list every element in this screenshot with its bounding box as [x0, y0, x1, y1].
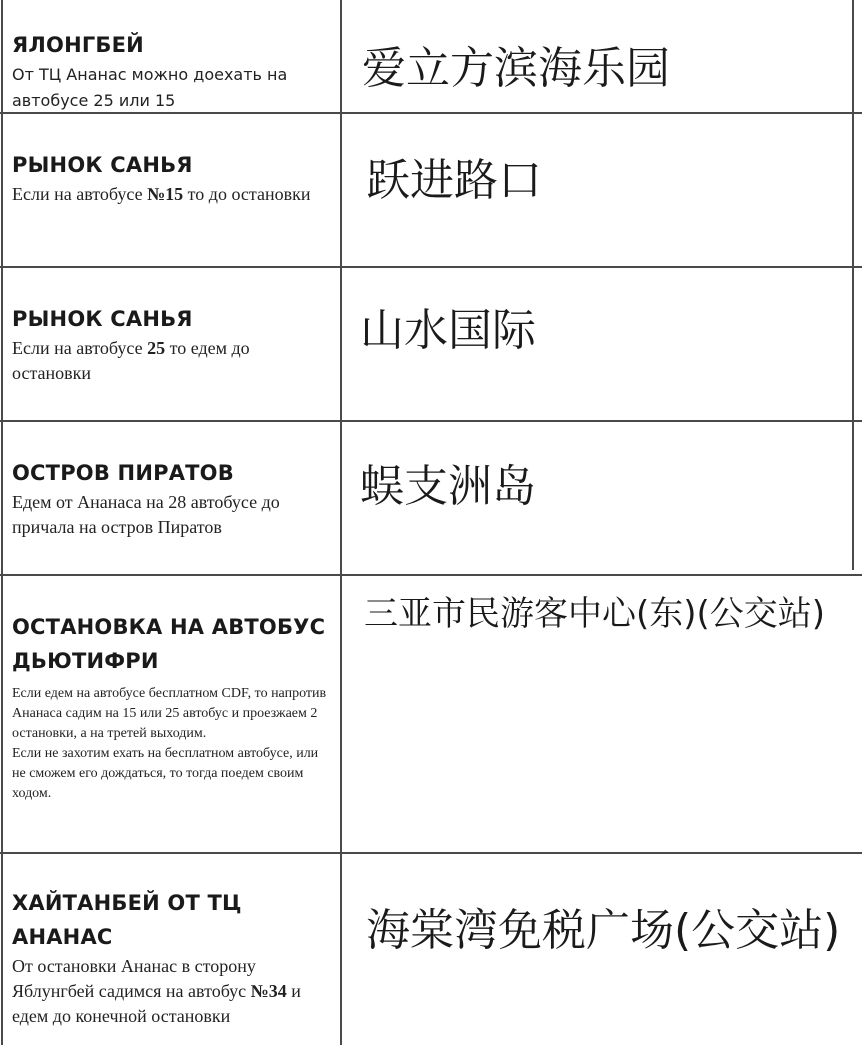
- row-info: [12, 886, 332, 1029]
- row-info: [12, 148, 332, 207]
- row-chinese-destination: 蜈支洲岛: [360, 461, 536, 512]
- bus-number: №34: [250, 981, 287, 1001]
- row-description-text: то едем до остановки: [12, 338, 250, 383]
- row-title: ХАЙТАНБЕЙ ОТ ТЦ АНАНАС: [12, 891, 242, 949]
- row-info: [12, 302, 332, 386]
- row-chinese-destination: 山水国际: [360, 305, 536, 356]
- row-chinese-destination: 跃进路口: [366, 155, 542, 206]
- row-description-text: и едем до конечной остановки: [12, 981, 301, 1026]
- row-description: [12, 182, 332, 207]
- row-description-text: Если на автобусе: [12, 338, 148, 358]
- row-chinese-destination: 海棠湾免税广场(公交站): [366, 905, 841, 956]
- table-row: [0, 0, 862, 114]
- row-description-text: Если на автобусе: [12, 184, 148, 204]
- row-title: ОСТРОВ ПИРАТОВ: [12, 461, 234, 485]
- row-title: ОСТАНОВКА НА АВТОБУС ДЬЮТИФРИ: [12, 615, 326, 673]
- row-chinese-destination: 爱立方滨海乐园: [362, 43, 670, 94]
- row-chinese-destination: 三亚市民游客中心(东)(公交站): [364, 594, 826, 634]
- row-description-text: то до остановки: [183, 184, 311, 204]
- row-title: РЫНОК САНЬЯ: [12, 307, 193, 331]
- row-info: [12, 456, 332, 540]
- table-row: [0, 114, 862, 268]
- table-row: [0, 422, 862, 576]
- row-description: Если едем на автобусе бесплатном CDF, то напротив Ананаса садим на 15 или 25 автобус и проезжаем 2 остановки, а на третей выходим. Если не захотим ехать на бесплатном автобусе, или не сможем его дождаться, то тогда поедем своим ходом.: [12, 686, 327, 801]
- row-info: [12, 610, 332, 804]
- row-description: [12, 954, 332, 1029]
- table-row: [0, 576, 862, 854]
- table-row: [0, 854, 862, 1045]
- bus-number: №15: [147, 184, 184, 204]
- table-row: [0, 268, 862, 422]
- row-title: ЯЛОНГБЕЙ: [12, 33, 144, 57]
- row-info: [12, 28, 332, 114]
- row-description-text: От остановки Ананас в сторону Яблунгбей садимся на автобус: [12, 956, 256, 1001]
- row-description: Едем от Ананаса на 28 автобусе до причала на остров Пиратов: [12, 492, 280, 537]
- row-title: РЫНОК САНЬЯ: [12, 153, 193, 177]
- bus-number: 25: [147, 338, 166, 358]
- row-description: [12, 336, 332, 386]
- row-description: От ТЦ Ананас можно доехать на автобусе 25 или 15: [12, 65, 288, 110]
